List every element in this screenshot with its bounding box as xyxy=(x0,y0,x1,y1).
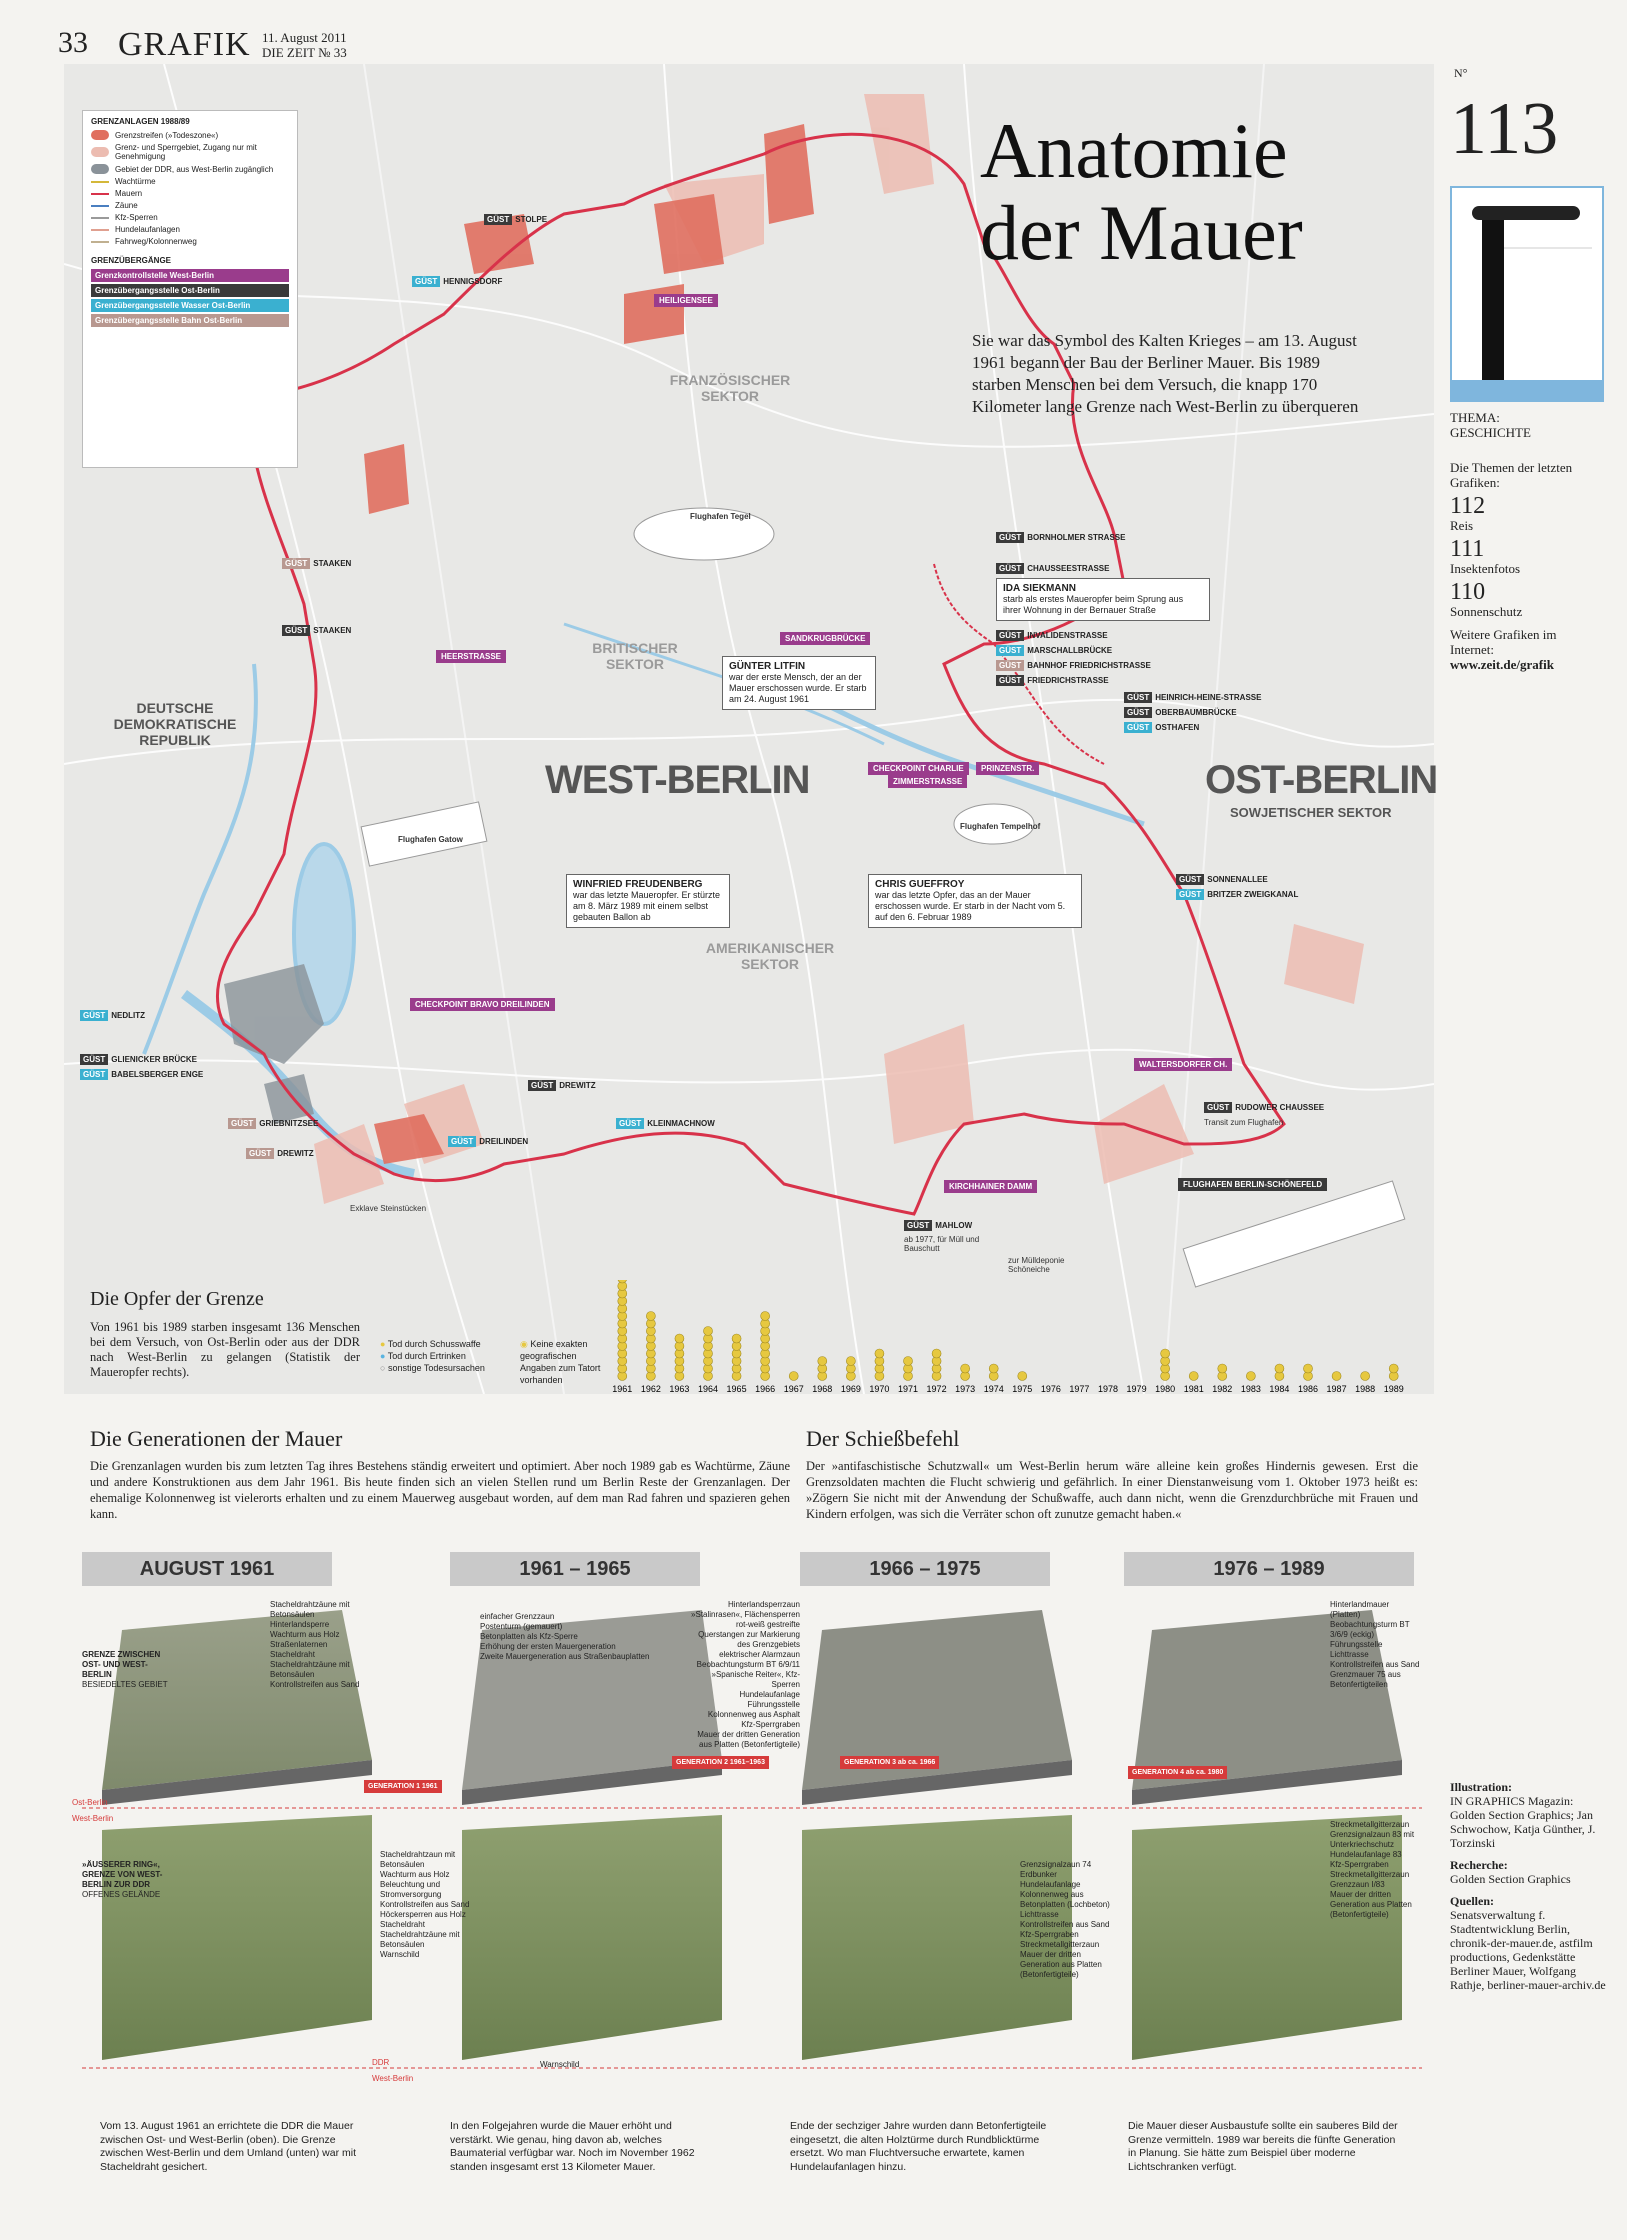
legend-line xyxy=(91,181,109,183)
legend-line xyxy=(91,241,109,243)
generation-tag: GENERATION 2 1961–1963 xyxy=(672,1756,769,1769)
era-header: 1976 – 1989 xyxy=(1124,1552,1414,1586)
victim-dot xyxy=(646,1312,655,1321)
legend-crossing: Grenzkontrollstelle West-Berlin xyxy=(91,269,289,282)
note-mahlow: ab 1977, für Müll und Bauschutt xyxy=(904,1235,980,1253)
year-tick-label: 1976 xyxy=(1040,1384,1061,1394)
issue-info xyxy=(262,30,347,60)
tag-checkpoint-charlie: CHECKPOINT CHARLIE xyxy=(868,762,969,775)
year-tick-label: 1980 xyxy=(1155,1384,1176,1394)
year-tick-label: 1987 xyxy=(1326,1384,1347,1394)
caption-1989: Die Mauer dieser Ausbaustufe sollte ein sauberes Bild der Grenze vermitteln. 1989 war bereits die fünfte Generation in Planung. Sie hätte zum Beispiel über moderne Lichtschranken verfügt. xyxy=(1128,2120,1398,2173)
victims-text: Von 1961 bis 1989 starben insgesamt 136 Menschen bei dem Versuch, von Ost-Berlin oder aus der DDR nach West-Berlin zu gelangen (Statistik der Maueropfer rechts). xyxy=(90,1320,360,1379)
victims-title: Die Opfer der Grenze xyxy=(90,1288,264,1310)
city-label-west: WEST-BERLIN xyxy=(545,758,810,802)
airport-gatow-label: Flughafen Gatow xyxy=(398,835,463,844)
panel-notes-1965-top: einfacher Grenzzaun Postenturm (gemauert) Betonplatten als Kfz-Sperre Erhöhung der ersten Mauergeneration Zweite Mauergeneration aus Straßenbauplatten xyxy=(480,1612,650,1661)
issue-date: 11. August 2011 xyxy=(262,30,347,45)
year-tick-label: 1964 xyxy=(697,1384,719,1394)
crossing-dreilinden: GÜST DREILINDEN xyxy=(448,1136,528,1147)
crossing-kleinmachnow: GÜST KLEINMACHNOW xyxy=(616,1118,715,1129)
legend-crossing: Grenzübergangsstelle Wasser Ost-Berlin xyxy=(91,299,289,312)
victim-dot xyxy=(1161,1349,1170,1358)
victim-dot xyxy=(1189,1372,1198,1381)
victim-dot xyxy=(1361,1372,1370,1381)
legend-item xyxy=(91,143,289,161)
generation-tag: GENERATION 4 ab ca. 1980 xyxy=(1128,1766,1227,1779)
label-ost-berlin: Ost-Berlin xyxy=(72,1798,108,1807)
victim-dot xyxy=(1018,1372,1027,1381)
crossing-heinrich-heine: GÜST HEINRICH-HEINE-STRASSE xyxy=(1124,692,1261,703)
year-tick-label: 1973 xyxy=(955,1384,976,1394)
year-tick-label: 1972 xyxy=(926,1384,947,1394)
schiessbefehl-text: Der »antifaschistische Schutzwall« um West-Berlin herum wäre alleine kein großes Hindernis gewesen. Erst die Grenzsoldaten machten die Flucht schwierig und gefährlich. In einer Dienstanweisung vom 1. Oktober 1973 heißt es: »Zögern Sie nicht mit der Anwendung der Schußwaffe, auch dann nicht, wenn die Grenzdurchbrüche mit Frauen und Kindern erfolgen, was sich die Verräter schon oft zunutze gemacht haben.« xyxy=(806,1459,1418,1521)
era-header: 1961 – 1965 xyxy=(450,1552,700,1586)
city-sublabel-east: SOWJETISCHER SEKTOR xyxy=(1230,805,1392,820)
legend-item xyxy=(91,164,289,174)
section-title: GRAFIK xyxy=(118,26,251,63)
victim-dot xyxy=(789,1372,798,1381)
panel-notes-1975-top: Hinterlandsperrzaun »Stalinrasen«, Flächensperren rot-weiß gestreifte Querstangen zur Markierung des Grenzgebiets elektrischer Alarmzaun Beobachtungsturm BT 6/9/11 »Spanische Reiter«, Kfz-Sperren Hundelaufanlage Führungsstelle Kolonnenweg aus Asphalt Kfz-Sperrgraben Mauer der dritten Generation aus Platten (Betonfertigteile) xyxy=(691,1600,800,1749)
note-ida-siekmann: IDA SIEKMANN starb als erstes Maueropfer beim Sprung aus ihrer Wohnung in der Bernauer Straße xyxy=(996,578,1210,621)
year-tick-label: 1965 xyxy=(726,1384,747,1394)
legend-label: Grenz- und Sperrgebiet, Zugang nur mit Genehmigung xyxy=(115,143,257,161)
legend-line xyxy=(91,229,109,231)
legend-swatch xyxy=(91,164,109,174)
year-tick-label: 1982 xyxy=(1212,1384,1233,1394)
tag-heerstrasse: HEERSTRASSE xyxy=(436,650,506,663)
legend-line xyxy=(91,205,109,207)
legend-item xyxy=(91,213,289,222)
note-winfried-freudenberg: WINFRIED FREUDENBERG war das letzte Maueropfer. Er stürzte am 8. März 1989 mit einem selbst gebauten Ballon ab xyxy=(566,874,730,928)
previous-themes: Die Themen der letzten Grafiken: 112 Reis 111 Insektenfotos 110 Sonnenschutz Weitere Grafiken im Internet: www.zeit.de/grafik xyxy=(1450,460,1600,672)
note-guenter-litfin: GÜNTER LITFIN war der erste Mensch, der an der Mauer erschossen wurde. Er starb am 24. August 1961 xyxy=(722,656,876,710)
caption-1965: In den Folgejahren wurde die Mauer erhöht und verstärkt. Wie genau, hing davon ab, welches Baumaterial verfügbar war. Noch im November 1962 standen insgesamt erst 13 Kilometer Mauer. xyxy=(450,2120,695,2173)
year-tick-label: 1983 xyxy=(1240,1384,1261,1394)
victims-legend-note: ◉ Keine exakten geografischen Angaben zum Tatort vorhanden xyxy=(520,1339,601,1385)
year-tick-label: 1962 xyxy=(640,1384,661,1394)
tag-prinzenstr: PRINZENSTR. xyxy=(976,762,1039,775)
crossing-glienicker: GÜST GLIENICKER BRÜCKE xyxy=(80,1054,197,1065)
crossing-stolpe: GÜST STOLPE xyxy=(484,214,547,225)
crossing-griebnitzsee: GÜST GRIEBNITZSEE xyxy=(228,1118,318,1129)
issue-number: 113 xyxy=(1450,88,1559,170)
caption-1975: Ende der sechziger Jahre wurden dann Betonfertigteile eingesetzt, die alten Holztürme durch Rundblicktürme ersetzt. Wo man Fluchtversuche erwartete, kamen Hundelaufanlagen hinzu. xyxy=(790,2120,1047,2173)
year-tick-label: 1961 xyxy=(612,1384,633,1394)
year-tick-label: 1989 xyxy=(1383,1384,1404,1394)
era-header: 1966 – 1975 xyxy=(800,1552,1050,1586)
year-tick-label: 1988 xyxy=(1355,1384,1376,1394)
city-label-east: OST-BERLIN xyxy=(1205,758,1438,802)
panel-1965-bottom xyxy=(462,1815,722,2060)
legend-label: Wachtürme xyxy=(115,177,156,186)
panel-notes-1989-top: Hinterlandmauer (Platten) Beobachtungsturm BT 3/6/9 (eckig) Führungsstelle Lichttrasse Kontrollstreifen aus Sand Grenzmauer 75 aus Betonfertigteilen xyxy=(1330,1600,1420,1689)
victims-chart xyxy=(608,1280,1408,1394)
legend-crossings-title: GRENZÜBERGÄNGE xyxy=(91,256,172,265)
crossing-friedrichstrasse: GÜST FRIEDRICHSTRASSE xyxy=(996,675,1109,686)
crossing-bornholmer: GÜST BORNHOLMER STRASSE xyxy=(996,532,1125,543)
grafik-url-link[interactable]: www.zeit.de/grafik xyxy=(1450,657,1554,672)
crossing-marschallbruecke: GÜST MARSCHALLBRÜCKE xyxy=(996,645,1112,656)
credits-block: Illustration: IN GRAPHICS Magazin: Golden Section Graphics; Jan Schwochow, Katja Günther, J. Torzinski Recherche: Golden Section Graphics Quellen: Senatsverwaltung f. Stadtentwicklung Berlin, chronik-der-mauer.de, astfilm productions, Gedenkstätte Berliner Mauer, Wolfgang Rathje, berliner-mauer-archiv.de xyxy=(1450,1780,1606,1992)
legend-crossing: Grenzübergangsstelle Bahn Ost-Berlin xyxy=(91,314,289,327)
year-tick-label: 1978 xyxy=(1097,1384,1119,1394)
map-legend xyxy=(82,110,298,468)
crossing-oberbaumbruecke: GÜST OBERBAUMBRÜCKE xyxy=(1124,707,1237,718)
note-muelldeponie: zur Mülldeponie Schöneiche xyxy=(1008,1256,1065,1274)
legend-label: Grenzstreifen (»Todeszone«) xyxy=(115,130,219,140)
generations-text: Die Grenzanlagen wurden bis zum letzten Tag ihres Bestehens ständig erweitert und optimiert. Aber noch 1989 gab es Wachtürme, Zäune und andere Konstruktionen aus dem Jahr 1961. Bis heute finden sich an vielen Stellen rund um Berlin Reste der Grenzanlagen. Der ehemalige Kolonnenweg ist vielerorts erhalten und zu einem Mauerweg ausgebaut worden, auf dem man Rad fahren und spazieren gehen kann. xyxy=(90,1459,790,1521)
panel-notes-1975-bottom: Grenzsignalzaun 74 Erdbunker Hundelaufanlage Kolonnenweg aus Betonplatten (Lochbeton) Lichttrasse Kontrollstreifen aus Sand Kfz-Sperrgraben Streckmetallgitterzaun Mauer der dritten Generation aus Platten (Betonfertigteile) xyxy=(1020,1860,1110,1979)
year-tick-label: 1970 xyxy=(869,1384,890,1394)
airport-gatow-shape xyxy=(361,802,487,866)
legend-label: Kfz-Sperren xyxy=(115,213,158,222)
victim-dot xyxy=(1246,1372,1255,1381)
airport-schoenefeld-shape xyxy=(1183,1181,1405,1287)
victim-dot xyxy=(989,1364,998,1373)
wall-icon-svg xyxy=(1452,188,1602,400)
victims-legend xyxy=(380,1338,530,1374)
victims-legend-item: ● Tod durch Ertrinken xyxy=(380,1351,466,1361)
crossing-drewitz: GÜST DREWITZ xyxy=(528,1080,596,1091)
year-tick-label: 1981 xyxy=(1183,1384,1204,1394)
victim-dot xyxy=(1275,1364,1284,1373)
legend-crossing: Grenzübergangsstelle Ost-Berlin xyxy=(91,284,289,297)
year-tick-label: 1967 xyxy=(783,1384,804,1394)
crossing-osthafen: GÜST OSTHAFEN xyxy=(1124,722,1199,733)
crossing-invalidenstrasse: GÜST INVALIDENSTRASSE xyxy=(996,630,1108,641)
crossing-chausseestrasse: GÜST CHAUSSEESTRASSE xyxy=(996,563,1109,574)
victim-dot xyxy=(1304,1364,1313,1373)
legend-swatch xyxy=(91,147,109,157)
victim-dot xyxy=(675,1334,684,1343)
other-cause-icon: ○ xyxy=(380,1363,386,1373)
note-chris-gueffroy: CHRIS GUEFFROY war das letzte Opfer, das an der Mauer erschossen wurde. Er starb in der Nacht vom 5. auf den 6. Februar 1989 xyxy=(868,874,1082,928)
legend-label: Gebiet der DDR, aus West-Berlin zugänglich xyxy=(115,164,274,174)
year-tick-label: 1966 xyxy=(755,1384,776,1394)
year-tick-label: 1974 xyxy=(983,1384,1004,1394)
page-title xyxy=(980,107,1303,276)
sector-label-american: AMERIKANISCHER SEKTOR xyxy=(705,940,835,972)
tag-kirchhainer-damm: KIRCHHAINER DAMM xyxy=(944,1180,1037,1193)
legend-label: Hundelaufanlagen xyxy=(115,225,180,234)
legend-item xyxy=(91,237,289,246)
legend-title: GRENZANLAGEN 1988/89 xyxy=(91,117,190,126)
tag-zimmerstrasse: ZIMMERSTRASSE xyxy=(888,775,967,788)
panel-1975-top xyxy=(802,1610,1072,1805)
year-tick-label: 1968 xyxy=(812,1384,833,1394)
victim-dot xyxy=(818,1357,827,1366)
year-tick-label: 1979 xyxy=(1126,1384,1147,1394)
label-west-berlin-bottom: West-Berlin xyxy=(372,2074,414,2083)
crossing-drewitz-bahn: GÜST DREWITZ xyxy=(246,1148,314,1159)
legend-line xyxy=(91,217,109,219)
victim-dot xyxy=(846,1357,855,1366)
title-line: Anatomie xyxy=(980,107,1288,194)
year-tick-label: 1975 xyxy=(1012,1384,1033,1394)
label-west-berlin: West-Berlin xyxy=(72,1814,114,1823)
legend-label: Fahrweg/Kolonnenweg xyxy=(115,237,197,246)
theme-block: THEMA: GESCHICHTE xyxy=(1450,410,1531,440)
issue-paper: DIE ZEIT № 33 xyxy=(262,45,347,60)
country-label-ddr: DEUTSCHE DEMOKRATISCHE REPUBLIK xyxy=(113,700,237,748)
label-ddr: DDR xyxy=(372,2058,390,2067)
victim-dot xyxy=(761,1312,770,1321)
caption-1961: Vom 13. August 1961 an errichtete die DDR die Mauer zwischen Ost- und West-Berlin (oben). Die Grenze zwischen West-Berlin und dem Umland (unten) war mit Stacheldraht gesichert. xyxy=(100,2120,356,2173)
legend-swatch xyxy=(91,130,109,140)
victim-dot xyxy=(904,1357,913,1366)
crossing-nedlitz: GÜST NEDLITZ xyxy=(80,1010,145,1021)
legend-item xyxy=(91,189,289,198)
note-rudow: Transit zum Flughafen xyxy=(1204,1118,1284,1127)
victim-dot xyxy=(732,1334,741,1343)
year-tick-label: 1969 xyxy=(840,1384,861,1394)
victim-dot xyxy=(1332,1372,1341,1381)
legend-label: Zäune xyxy=(115,201,138,210)
tag-waltersdorfer: WALTERSDORFER CH. xyxy=(1134,1058,1232,1071)
intro-text: Sie war das Symbol des Kalten Krieges – am 13. August 1961 begann der Bau der Berliner Mauer. Bis 1989 starben Menschen bei dem Versuch, die knapp 170 Kilometer lange Grenze nach West-Berlin zu überqueren xyxy=(972,331,1359,416)
airport-tegel-label: Flughafen Tegel xyxy=(690,512,751,521)
airport-tempelhof-label: Flughafen Tempelhof xyxy=(960,822,1041,831)
legend-item xyxy=(91,225,289,234)
tag-sandkrugbruecke: SANDKRUGBRÜCKE xyxy=(780,632,870,645)
issue-number-label: N° xyxy=(1454,66,1468,80)
page-number: 33 xyxy=(58,26,88,59)
sector-label-french: FRANZÖSISCHER SEKTOR xyxy=(669,372,791,404)
crossing-britzer-zweigkanal: GÜST BRITZER ZWEIGKANAL xyxy=(1176,889,1298,900)
panel-notes-1989-bottom: Streckmetallgitterzaun Grenzsignalzaun 83 mit Unterkriechschutz Hundelaufanlage 83 Kfz-Sperrgraben Streckmetallgitterzaun Grenzzaun I/83 Mauer der dritten Generation aus Platten (Betonfertigteile) xyxy=(1330,1820,1415,1919)
victim-dot xyxy=(961,1364,970,1373)
crossing-babelsberger: GÜST BABELSBERGER ENGE xyxy=(80,1069,203,1080)
airport-schoenefeld-label: FLUGHAFEN BERLIN-SCHÖNEFELD xyxy=(1178,1178,1327,1191)
crossing-bahnhof-friedrichstrasse: GÜST BAHNHOF FRIEDRICHSTRASSE xyxy=(996,660,1151,671)
legend-line xyxy=(91,193,109,195)
legend-label: Mauern xyxy=(115,189,143,198)
year-tick-label: 1984 xyxy=(1269,1384,1290,1394)
crossing-staaken-bahn: GÜST STAAKEN xyxy=(282,558,351,569)
ddr-accessible-areas xyxy=(224,964,324,1124)
crossing-staaken: GÜST STAAKEN xyxy=(282,625,351,636)
sector-label-british: BRITISCHER SEKTOR xyxy=(592,640,678,672)
drown-icon: ● xyxy=(380,1351,386,1361)
panel-1961-bottom xyxy=(102,1815,372,2060)
year-tick-label: 1971 xyxy=(897,1384,919,1394)
crossing-rudower: GÜST RUDOWER CHAUSSEE xyxy=(1204,1102,1324,1113)
year-tick-label: 1986 xyxy=(1297,1384,1319,1394)
schiessbefehl-title: Der Schießbefehl xyxy=(806,1426,960,1451)
victim-dot xyxy=(1389,1364,1398,1373)
note-steinstuecken: Exklave Steinstücken xyxy=(350,1204,427,1213)
panel-label-top: GRENZE ZWISCHEN OST- UND WEST-BERLIN BESIEDELTES GEBIET xyxy=(82,1650,168,1689)
victim-dot xyxy=(704,1327,713,1336)
panel-notes-1961-bottom: Stacheldrahtzaun mit Betonsäulen Wachturm aus Holz Beleuchtung und Stromversorgung Kontrollstreifen aus Sand Höckersperren aus Holz Stacheldraht Stacheldrahtzäune mit Betonsäulen Warnschild xyxy=(380,1850,470,1959)
title-line: der Mauer xyxy=(980,189,1303,276)
generations-title: Die Generationen der Mauer xyxy=(90,1426,343,1451)
tag-heiligensee: HEILIGENSEE xyxy=(654,294,718,307)
crossing-sonnenallee: GÜST SONNENALLEE xyxy=(1176,874,1268,885)
victims-legend-item: ○ sonstige Todesursachen xyxy=(380,1363,485,1373)
era-header: AUGUST 1961 xyxy=(82,1552,332,1586)
crossing-mahlow: GÜST MAHLOW xyxy=(904,1220,972,1231)
tag-checkpoint-bravo: CHECKPOINT BRAVO DREILINDEN xyxy=(410,998,555,1011)
victim-dot xyxy=(932,1349,941,1358)
wall-icon xyxy=(1450,186,1604,402)
legend-item xyxy=(91,201,289,210)
victim-dot xyxy=(875,1349,884,1358)
year-tick-label: 1963 xyxy=(669,1384,690,1394)
legend-item xyxy=(91,130,289,140)
generation-tag: GENERATION 1 1961 xyxy=(364,1780,442,1793)
crossing-hennigsdorf: GÜST HENNIGSDORF xyxy=(412,276,502,287)
generation-tag: GENERATION 3 ab ca. 1966 xyxy=(840,1756,939,1769)
panel-label-bottom: »ÄUSSERER RING«, GRENZE VON WEST-BERLIN ZUR DDR OFFENES GELÄNDE xyxy=(82,1860,163,1899)
victims-legend-item: ● Tod durch Schusswaffe xyxy=(380,1339,481,1349)
shot-icon: ● xyxy=(380,1339,386,1349)
panel-notes-1965-bottom: Warnschild xyxy=(540,2060,580,2069)
panel-notes-1961-top: Stacheldrahtzäune mit Betonsäulen Hinterlandsperre Wachturm aus Holz Straßenlaternen Stacheldraht Stacheldrahtzäune mit Betonsäulen Kontrollstreifen aus Sand xyxy=(270,1600,360,1689)
year-tick-label: 1977 xyxy=(1069,1384,1090,1394)
unknown-location-icon: ◉ xyxy=(520,1339,528,1349)
victim-dot xyxy=(1218,1364,1227,1373)
legend-item xyxy=(91,177,289,186)
